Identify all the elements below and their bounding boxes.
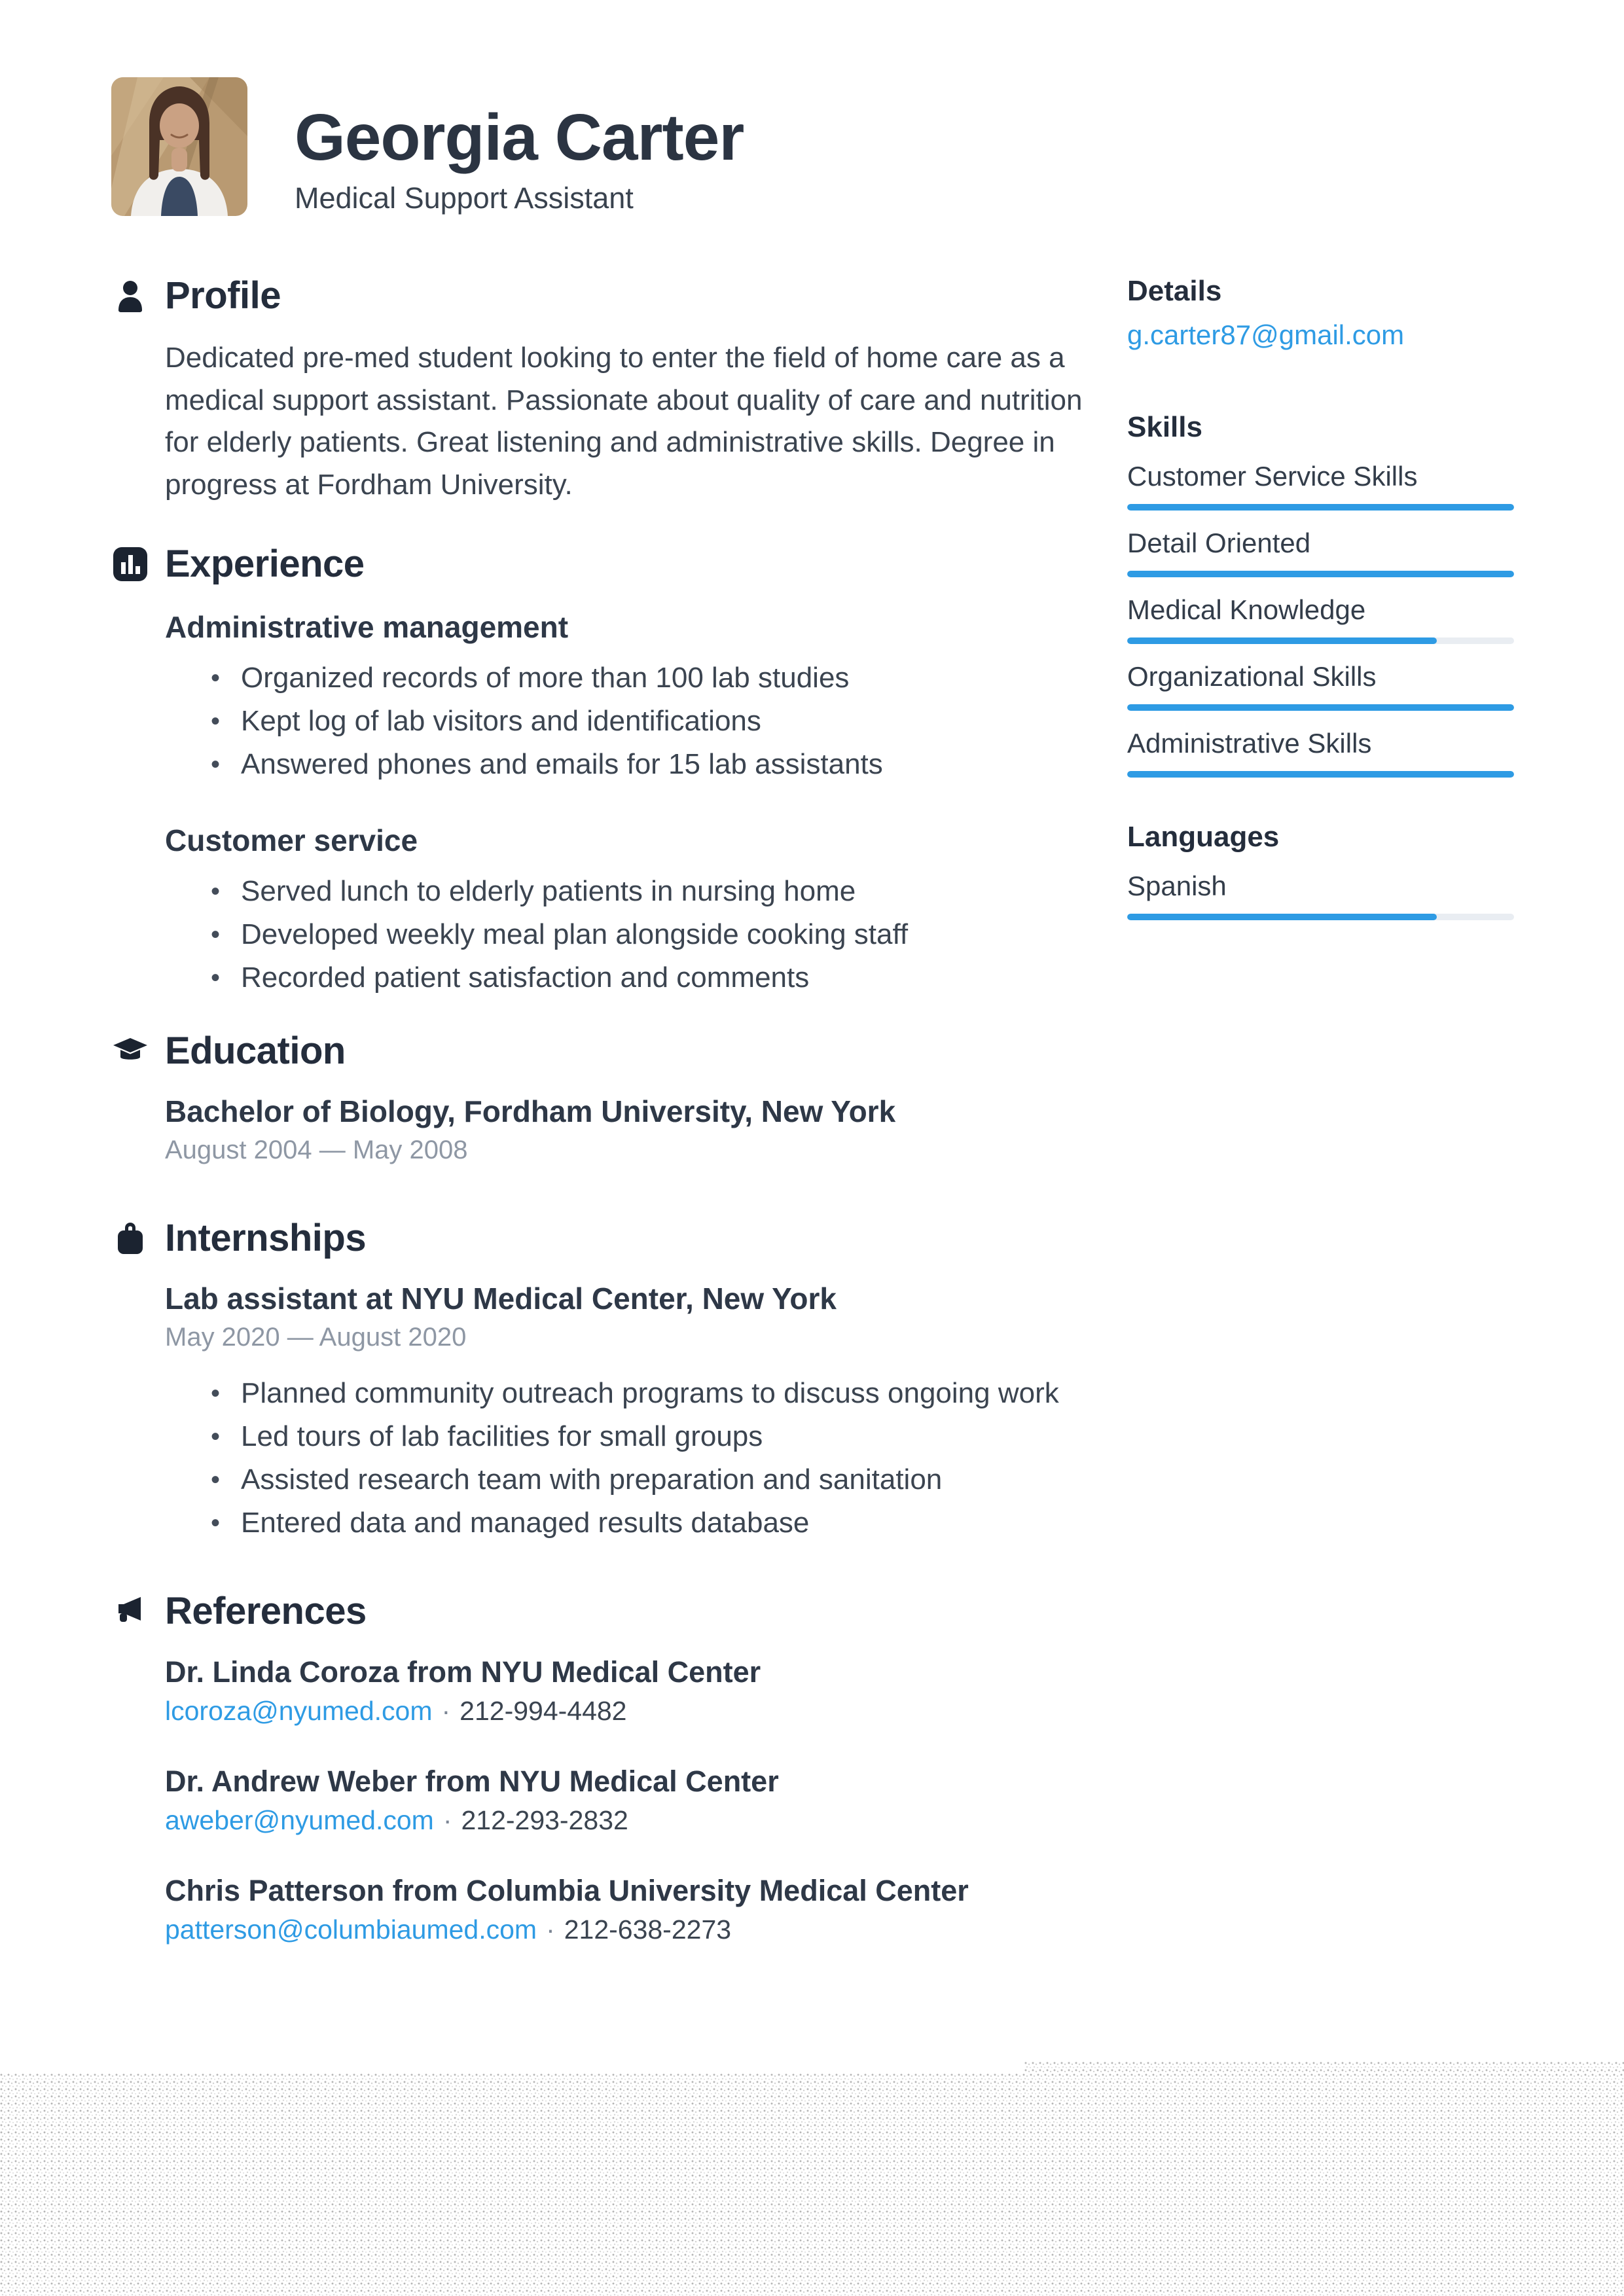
skill-item (1127, 594, 1514, 644)
section-internships (111, 1216, 1093, 1545)
skill-bar-track (1127, 704, 1514, 711)
language-item (1127, 870, 1514, 920)
skill-bar-track (1127, 771, 1514, 778)
list-item: • Served lunch to elderly patients in nursing home (241, 870, 1093, 913)
skill-item (1127, 461, 1514, 511)
reference-name: Dr. Andrew Weber from NYU Medical Center (165, 1765, 779, 1798)
education-heading-row (111, 1029, 1093, 1073)
list-item: • Organized records of more than 100 lab studies (241, 656, 1093, 700)
section-experience (111, 542, 1093, 999)
skill-label: Customer Service Skills (1127, 461, 1418, 492)
section-title-references: References (165, 1590, 367, 1632)
experience-job-title: Customer service (165, 823, 418, 857)
list-item: • Answered phones and emails for 15 lab assistants (241, 743, 1093, 786)
section-profile (111, 274, 1093, 507)
experience-job-bullets (165, 870, 1093, 999)
briefcase-icon (111, 1219, 149, 1257)
list-item: • Led tours of lab facilities for small groups (241, 1415, 1093, 1458)
contact-separator: · (441, 1696, 451, 1726)
reference-name: Dr. Linda Coroza from NYU Medical Center (165, 1655, 761, 1689)
megaphone-icon (111, 1592, 149, 1630)
reference-email-link[interactable]: lcoroza@nyumed.com (165, 1696, 433, 1726)
section-title-internships: Internships (165, 1217, 367, 1259)
reference-item (165, 1765, 1093, 1836)
section-title-education: Education (165, 1030, 346, 1072)
skill-item (1127, 528, 1514, 577)
section-title-profile: Profile (165, 274, 281, 317)
list-item: • Kept log of lab visitors and identifications (241, 700, 1093, 743)
skill-bar-fill (1127, 771, 1514, 778)
skill-bar-track (1127, 504, 1514, 511)
language-bar-track (1127, 914, 1514, 920)
profile-photo-image (111, 77, 247, 216)
reference-email-link[interactable]: patterson@columbiaumed.com (165, 1914, 537, 1945)
internship-dates: May 2020 — August 2020 (165, 1323, 467, 1352)
list-item: • Planned community outreach programs to discuss ongoing work (241, 1372, 1093, 1415)
skill-item (1127, 728, 1514, 778)
skill-bar-fill (1127, 571, 1514, 577)
section-references (111, 1589, 1093, 1945)
graduation-cap-icon (111, 1032, 149, 1070)
languages-heading: Languages (1127, 821, 1280, 853)
skill-label: Detail Oriented (1127, 528, 1311, 558)
skill-bar-fill (1127, 504, 1514, 511)
list-item: • Developed weekly meal plan alongside cooking staff (241, 913, 1093, 956)
section-title-experience: Experience (165, 543, 365, 585)
reference-contact (165, 1696, 1093, 1727)
header (295, 103, 744, 215)
language-label: Spanish (1127, 870, 1227, 901)
internship-role: Lab assistant at NYU Medical Center, New York (165, 1282, 837, 1316)
profile-photo (111, 77, 247, 216)
skill-item (1127, 661, 1514, 711)
language-bar-fill (1127, 914, 1437, 920)
skill-bar-fill (1127, 637, 1437, 644)
watermark-texture-corner (1024, 2062, 1624, 2073)
experience-job-bullets (165, 656, 1093, 786)
reference-email-link[interactable]: aweber@nyumed.com (165, 1805, 434, 1835)
skill-label: Organizational Skills (1127, 661, 1377, 692)
email-link[interactable]: g.carter87@gmail.com (1127, 319, 1405, 350)
internships-heading-row (111, 1216, 1093, 1260)
person-icon (111, 277, 149, 315)
list-item: • Entered data and managed results database (241, 1501, 1093, 1545)
reference-name: Chris Patterson from Columbia University Medical Center (165, 1874, 969, 1907)
skill-label: Medical Knowledge (1127, 594, 1366, 625)
reference-phone: 212-994-4482 (460, 1696, 627, 1726)
bar-chart-icon (111, 545, 149, 583)
skills-heading: Skills (1127, 411, 1202, 443)
reference-item (165, 1655, 1093, 1727)
list-item: • Recorded patient satisfaction and comments (241, 956, 1093, 999)
details-email-row (1127, 319, 1514, 351)
watermark-texture-band (0, 2073, 1624, 2296)
skill-bar-fill (1127, 704, 1514, 711)
contact-separator: · (442, 1805, 452, 1835)
experience-heading-row (111, 542, 1093, 586)
reference-phone: 212-293-2832 (461, 1805, 628, 1835)
list-item: • Assisted research team with preparation and sanitation (241, 1458, 1093, 1501)
header-subtitle: Medical Support Assistant (295, 181, 634, 215)
reference-item (165, 1874, 1093, 1945)
profile-summary: Dedicated pre-med student looking to enter the field of home care as a medical support assistant. Passionate about quality of care and nutrition for elderly patients. Great listening and administrative skills. Degree in progress at Fordham University. (165, 342, 1083, 501)
page-title: Georgia Carter (295, 101, 744, 174)
references-heading-row (111, 1589, 1093, 1633)
education-degree: Bachelor of Biology, Fordham University, New York (165, 1094, 896, 1128)
experience-job-title: Administrative management (165, 610, 569, 644)
skill-label: Administrative Skills (1127, 728, 1372, 759)
contact-separator: · (546, 1914, 555, 1945)
profile-heading-row (111, 274, 1093, 317)
skill-bar-track (1127, 637, 1514, 644)
internship-bullets (165, 1372, 1093, 1545)
skill-bar-track (1127, 571, 1514, 577)
sidebar (1127, 275, 1514, 920)
section-education (111, 1029, 1093, 1165)
education-dates: August 2004 — May 2008 (165, 1136, 468, 1164)
reference-phone: 212-638-2273 (564, 1914, 732, 1945)
details-heading: Details (1127, 275, 1222, 307)
reference-contact (165, 1914, 1093, 1945)
reference-contact (165, 1805, 1093, 1836)
